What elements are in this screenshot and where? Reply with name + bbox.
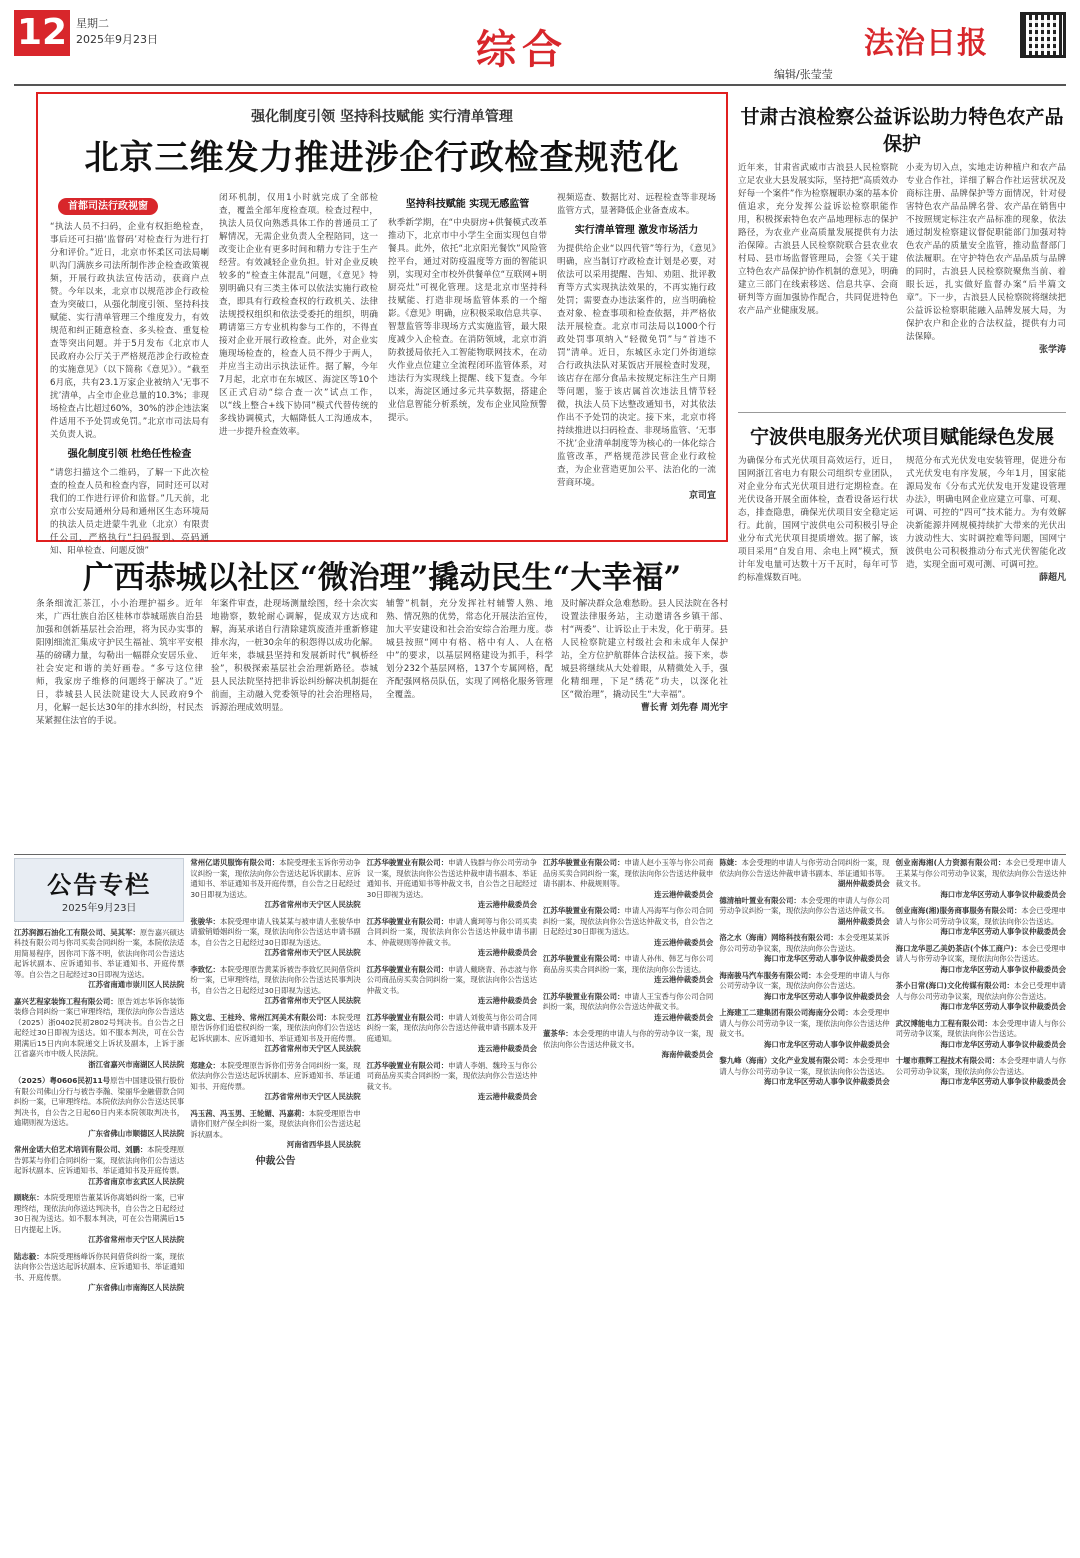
right-divider xyxy=(738,412,1066,413)
notice-item xyxy=(719,1008,889,1050)
ningbo-column: 为确保分布式光伏项目高效运行，近日，国网浙江省电力有限公司组织专业团队，对企业分布式光伏项目进行定期检查。在光伏设备开展全面体检，查看设备运行状态，排查隐患，确保光伏项目安全稳定运行。此前，国网宁波供电公司积极引导企业分布式光伏项目提质增效。据了解，该项目采用“自发自用、余电上网”模式，预计年发电量可达数十万千瓦时，每年可节约标准煤数百吨。 xyxy=(738,456,898,583)
notice-column xyxy=(14,858,184,1550)
notice-addressee: 顾晓东： xyxy=(14,1193,44,1202)
feature-headline[interactable]: 北京三维发力推进涉企行政检查规范化 xyxy=(84,138,680,178)
notice-text xyxy=(543,858,713,890)
notice-issuer: 海口市龙华区劳动人事争议仲裁委员会 xyxy=(763,1077,890,1086)
notice-text xyxy=(14,997,184,1060)
notice-issuer: 海口市龙华区劳动人事争议仲裁委员会 xyxy=(763,1039,890,1049)
notice-body: 本会受理申请人与你公司劳动争议案，现依法向你公告送达。 xyxy=(895,1056,1066,1076)
notice-item xyxy=(719,896,889,928)
guangxi-column: 条条细流汇茶江，小小治理护福乡。近年来，广西壮族自治区桂林市恭城瑶族自治县加强和创新基层社会治理，将为民办实事的阳刚细流汇集成守护民生福祉、筑牢平安根基的磅礴力量，勾勒出一幅群众安居乐业、社会安定和谐的美好画卷。“多亏这位律师，我家房子维修的问题终于解决了。”近日，恭城县人民法院建设大人民政府9个月，化解一起长达30年的排水纠纷，村民杰某紧握住法官的手说。 xyxy=(36,599,203,726)
notice-body: 本会已受理申请人与你公司劳动争议案，现依法向你公告送达。 xyxy=(895,906,1066,926)
ningbo-headline[interactable]: 宁波供电服务光伏项目赋能绿色发展 xyxy=(749,426,1054,448)
notice-body: 申请人孙伟、韩艺与你公司商品房买卖合同纠纷一案，现依法向你公告送达。 xyxy=(542,954,714,974)
notice-list xyxy=(896,858,1066,1088)
qr-code-icon[interactable] xyxy=(1020,12,1066,58)
notice-item xyxy=(14,1193,184,1246)
notice-body: 原告嘉兴硕达科技有限公司与你司买卖合同纠纷一案，本院依法适用简易程序，因你司下落不明，依法向你司公告送达起诉状副本、应诉通知书、举证通知书、开庭传票等。自公告之日起经过30日即视为送达。 xyxy=(14,927,185,979)
notice-text xyxy=(190,1109,360,1141)
notice-text xyxy=(367,858,537,900)
notice-list xyxy=(190,858,360,1151)
gulang-body xyxy=(738,162,1066,432)
feature-column xyxy=(50,192,209,556)
notice-issuer: 湖州仲裁委员会 xyxy=(837,879,890,888)
weekday: 星期二 xyxy=(76,17,109,30)
notice-body: 本院受理张玉诉你劳动争议纠纷一案，现依法向你公告送达起诉状副本、应诉通知书、举证通知书及开庭传票，自公告之日起经过30日即视为送达。 xyxy=(190,858,361,899)
notice-item xyxy=(190,1013,360,1055)
notice-section-label: 仲裁公告 xyxy=(255,1155,296,1167)
gulang-column: 近年来，甘肃省武威市古浪县人民检察院立足农业大县发展实际，坚持把“高质效办好每一个案件”作为检察履职办案的基本价值追求，充分发挥公益诉讼检察职能作用，积极探索特色农产品地理标志的保护路径，为农业产业高质量发展提供有力法治保障。古浪县人民检察院联合县农业农村局、县市场监督管理局，会签《关于建立特色农产品保护协作机制的意见》，明确建立三部门在线索移送、信息共享、会商研判等方面加强协作配合，共同促进特色农产品产业健康发展。 xyxy=(738,163,898,316)
feature-byline: 京司宣 xyxy=(688,491,716,501)
notice-text xyxy=(367,917,537,949)
notice-issuer: 湖州仲裁委员会 xyxy=(837,916,890,926)
feature-paragraph: “请您扫描这个二维码，了解一下此次检查的检查人员和检查内容，同时还可以对我们的工作进行评价和监督。”几天前，北京市公安局通州分局和通州区生态环境局的执法人员走进蒙牛乳业（北京）有限责任公司，严格执行“扫码报到、亮码通知、阳单检查、问题反馈” xyxy=(50,468,209,556)
notice-addressee: 冯玉茜、冯玉男、王轮媚、冯嘉莉： xyxy=(190,1108,309,1118)
notice-item xyxy=(543,954,713,986)
notice-issuer: 海口市龙华区劳动人事争议仲裁委员会 xyxy=(763,954,890,963)
notice-addressee: 海口龙华思乙美奶茶店(个体工商户)： xyxy=(895,943,1022,953)
feature-column xyxy=(388,192,547,534)
notice-body: 本会受理的申请人与你的劳动争议一案，现依法向你公告送达仲裁文书。 xyxy=(542,1029,714,1049)
notice-body: 本会受理申请人与你公司劳动争议一案，现依法向你公告送达。 xyxy=(719,1056,890,1076)
feature-column xyxy=(219,192,378,534)
notice-addressee: 江苏润源石油化工有限公司、吴其军： xyxy=(14,927,140,937)
notice-body: 申请人刘俊英与你公司合同纠纷一案，现依法向你公告送达仲裁申请书副本及开庭通知。 xyxy=(366,1012,537,1043)
feature-paragraph: 秋季新学期，在“中央厨房+供餐模式改革推动下，北京市中小学生全面实现包自带餐具。此外，依托“北京阳光餐饮”风险管控平台，通过对防疫温度等方面的智能识别，实现对全市校外供餐单位“互联网+明厨亮灶”可视化管理。这是北京市坚持科技赋能、打造非现场监管体系的一个缩影。《意见》明确，应积极采取信息共享、智慧监管等非现场方式实施监管，最大限度减少入企检查。在消防领域，北京市消防救援局依托入工智能物联网技术，在动火作业点位建立全流程闭环监管体系，对违法行为实现线上提醒、线下复查。今年以来，海淀区通过多元共享数据，搭建企业信息智能分析系统，发布企业风险预警提示。 xyxy=(388,218,547,423)
notice-list xyxy=(14,928,184,1294)
notice-addressee: 创业南海(湘)服务商事服务有限公司： xyxy=(895,906,1022,915)
ningbo-article xyxy=(738,416,1066,850)
feature-subhead: 强化制度引领 杜绝任性检查 xyxy=(67,449,192,460)
notice-column xyxy=(543,858,713,1550)
notice-text xyxy=(14,1193,184,1235)
notice-text xyxy=(190,1013,360,1045)
notice-body: 本会受理的申请人与你劳动合同纠纷一案，现依法向你公告送达仲裁申请书副本、举证通知书等。 xyxy=(719,858,890,878)
notice-item xyxy=(367,965,537,1007)
notice-body: 申请人钱群与你公司劳动争议一案，现依法向你公告送达仲裁申请书副本、举证通知书、开庭通知书等仲裁文书，自公告之日起经过30日即视为送达。 xyxy=(366,858,537,899)
notice-addressee: 郑建众： xyxy=(190,1060,220,1070)
notice-text xyxy=(719,1056,889,1077)
gulang-article xyxy=(738,96,1066,408)
notice-addressee: 江苏华骏置业有限公司： xyxy=(542,991,625,1001)
notice-item xyxy=(719,1056,889,1088)
notice-item xyxy=(896,981,1066,1013)
ningbo-body xyxy=(738,455,1066,845)
notice-item xyxy=(14,1145,184,1187)
notice-body: 本会已受理申请人与你公司劳动争议案，现依法向你公告送达。 xyxy=(895,981,1066,1001)
section-title: 综合 xyxy=(476,27,568,73)
notice-addressee: 江苏华骏置业有限公司： xyxy=(542,906,625,915)
notice-issuer: 江苏省常州市天宁区人民法院 xyxy=(264,1044,361,1053)
notice-item xyxy=(367,1013,537,1055)
notice-body: 本院受理杨峰诉你民间借贷纠纷一案，现依法向你公告送达起诉状副本、应诉通知书、举证通知书、开庭传票。 xyxy=(14,1251,185,1282)
notice-text xyxy=(896,1056,1066,1077)
feature-paragraph: 闭环机制，仅用1小时就完成了全部检查，覆盖全部年度检查项。检查过程中，执法人员仅向熟悉具体工作的普通员工了解情况，无需企业负责人全程陪同，这一改变让企业有更多时间和精力专注于生产经营。有效减轻企业负担。针对企业反映较多的“检查主体混乱”问题，《意见》特别明确只有三类主体可以依法实施行政检查，即具有行政检查权的行政机关、法律法规授权组织和依法受委托的组织，明确聘请第三方专业机构参与工作的，不得直接对企业开展行政检查。此外，对企业实施现场检查的，检查人员不得少于两人，并应当主动出示执法证件。据了解，今年7月起，北京市在东城区、海淀区等10个区正式启动“综合查一次”试点工作，以“线上整合+线下协同”模式代替传统的多线协调模式，大幅降低人工沟通成本，进一步提升检查效率。 xyxy=(219,193,378,437)
notice-addressee: （2025）粤0606民初11号 xyxy=(14,1076,111,1085)
notice-item xyxy=(543,1029,713,1061)
notice-text xyxy=(719,1008,889,1040)
notice-addressee: 德清柚叶置业有限公司： xyxy=(719,895,801,905)
feature-subtitle: 强化制度引领 坚持科技赋能 实行清单管理 xyxy=(251,109,513,125)
notice-issuer: 海口市龙华区劳动人事争议仲裁委员会 xyxy=(940,964,1066,974)
notice-body: 本院受理原告诉你们追偿权纠纷一案，现依法向你们公告送达起诉状副本、应诉通知书、举证通知书及开庭传票。 xyxy=(190,1012,361,1043)
notice-text xyxy=(190,965,360,997)
notice-issuer: 海口市龙华区劳动人事争议仲裁委员会 xyxy=(940,1002,1066,1011)
guangxi-column: 辅警”机制，充分发挥社村辅警人熟、地熟、情况熟的优势，常态化开展法治宣传，加大平安建设和社会治安综合治理力度。恭城县按照“网中有格、格中有人、人在格中”的要求，以基层网格建设为抓手，科学划分232个基层网格，137个专属网格，配齐配强网格员队伍，实现了网格化服务管理全覆盖。 xyxy=(386,599,553,700)
notice-body: 申请人冯海军与你公司合同纠纷一案，现依法向你公告送达仲裁文书，自公告之日起经过30日即视为送达。 xyxy=(542,906,714,936)
notice-body: 申请人戴晓青、孙志波与你公司商品房买卖合同纠纷一案，现依法向你公告送达仲裁文书。 xyxy=(366,964,537,995)
notice-addressee: 上海建工二建集团有限公司海南分公司： xyxy=(719,1008,853,1017)
notice-text xyxy=(367,1061,537,1093)
notice-body: 原告中国建设银行股份有限公司佛山分行与被告李瀚、梁丽华金融借款合同纠纷一案，已审理终结。本院依法向你公告送达民事判决书，自公告之日起60日内来本院领取判决书，逾期则视为送达。 xyxy=(14,1076,185,1127)
notice-text xyxy=(719,971,889,992)
notice-addressee: 陈文忠、王桂玲、常州江河美术有限公司： xyxy=(190,1012,332,1022)
guangxi-column xyxy=(561,598,728,850)
notice-addressee: 江苏华骏置业有限公司： xyxy=(542,954,625,963)
notice-text xyxy=(367,965,537,997)
editor-credit: 编辑/张莹莹 xyxy=(774,68,833,81)
page-number: 12 xyxy=(14,10,70,56)
notice-text xyxy=(190,1061,360,1093)
ningbo-byline: 薛超凡 xyxy=(1038,573,1066,583)
notice-issuer: 连云港仲裁委员会 xyxy=(654,1012,714,1022)
notice-addressee: 十堰市鼎辉工程技术有限公司： xyxy=(895,1056,1000,1065)
notice-item xyxy=(367,1061,537,1103)
notice-item xyxy=(543,906,713,948)
notice-issuer: 江苏省南通市崇川区人民法院 xyxy=(88,980,185,989)
notice-body: 本会受理的申请人与你公司劳动争议一案，现依法向你公告送达。 xyxy=(719,970,890,990)
notice-item xyxy=(190,965,360,1007)
notice-issuer: 连云港仲裁委员会 xyxy=(477,900,537,909)
notice-banner xyxy=(14,858,184,922)
notice-issuer: 海口市龙华区劳动人事争议仲裁委员会 xyxy=(940,889,1066,899)
notice-body: 本会已受理申请人王某某与你公司劳动争议案，现依法向你公告送达仲裁文书。 xyxy=(895,858,1066,888)
notice-body: 本会已受理申请人与你劳动争议案，现依法向你公告送达。 xyxy=(895,943,1066,963)
notice-issuer: 江苏省常州市天宁区人民法院 xyxy=(264,948,361,957)
notice-issuer: 广东省佛山市南海区人民法院 xyxy=(88,1283,185,1292)
gulang-byline: 张学涛 xyxy=(1038,345,1066,355)
notice-item xyxy=(367,858,537,911)
notice-body: 本院受理原告申请你们财产保全纠纷一案，现依法向你们公告送达起诉状副本。 xyxy=(190,1108,361,1139)
notice-body: 申请人冀珂等与你公司买卖合同纠纷一案，现依法向你公告送达仲裁申请书副本、仲裁规则等仲裁文书。 xyxy=(366,916,537,947)
notice-item xyxy=(190,858,360,911)
notice-issuer: 连云港仲裁委员会 xyxy=(477,996,537,1005)
notice-addressee: 陆志毅： xyxy=(14,1251,44,1261)
notice-issuer: 连云港仲裁委员会 xyxy=(477,948,537,957)
notice-column xyxy=(719,858,889,1550)
gulang-column xyxy=(906,162,1066,432)
notice-text xyxy=(719,858,889,879)
guangxi-paragraph: 及时解决群众急难愁盼。县人民法院在各村设置法律服务站，主动邀请各乡镇干部、村“两委”、让诉讼止于未发，化于萌芽。县人民检察院建立村级社会和未成年人保护站，全方位护航群体合法权益。接下来，恭城县将继续从大处着眼，从精微处入手，强化精细理，下足“绣花”功夫，以深化社区“微治理”，撬动民生“大幸福”。 xyxy=(561,599,728,700)
notice-text xyxy=(543,992,713,1013)
gulang-headline[interactable]: 甘肃古浪检察公益诉讼助力特色农产品保护 xyxy=(740,106,1064,155)
notice-issuer: 江苏省常州市天宁区人民法院 xyxy=(264,900,361,909)
notice-addressee: 洛之水（海南）网络科技有限公司： xyxy=(719,933,838,942)
notice-text xyxy=(896,1019,1066,1040)
notice-issuer: 连云港仲裁委员会 xyxy=(654,975,714,984)
notice-body: 本会受理某某诉你公司劳动争议案，现依法向你公告送达。 xyxy=(719,933,890,953)
notice-addressee: 李致忆： xyxy=(190,964,220,974)
notice-addressee: 张骏华： xyxy=(190,916,220,926)
notice-date: 2025年9月23日 xyxy=(61,903,137,914)
notice-item xyxy=(190,917,360,959)
notice-divider xyxy=(14,854,1066,855)
notice-text xyxy=(14,1145,184,1177)
guangxi-headline[interactable]: 广西恭城以社区“微治理”撬动民生“大幸福” xyxy=(82,560,682,596)
notice-body: 本院受理原告黄某诉被告李致忆民间借贷纠纷一案，已审理终结，现依法向你公告送达民事判决书，自公告之日起经过30日即视为送达。 xyxy=(190,964,361,995)
notice-item xyxy=(190,1061,360,1103)
ningbo-column xyxy=(906,455,1066,845)
issue-date: 2025年9月23日 xyxy=(76,33,158,46)
guangxi-column: 年案件审查，赴现场测量绘图，经十余次实地勘察，数轮耐心调解，促成双方达成和解，海某承诺自行清除建筑废渣并重新修建排水沟，一桩30余年的积怨得以成功化解。近年来，恭城县坚持和发展新时代“枫桥经验”，积极探索基层社会治理新路径。恭城县人民法院坚持把非诉讼纠纷解决机制挺在前面，主动融入党委领导的社会治理格局，诉源治理成效明显。 xyxy=(211,599,378,713)
notice-body: 本院受理申请人钱某某与被申请人张骏华申请撤销婚姻纠纷一案，现依法向你公告送达申请书副本，自公告之日起经过30日即视为送达。 xyxy=(190,916,361,947)
feature-subhead: 坚持科技赋能 实现无感监管 xyxy=(405,199,530,210)
notice-issuer: 海口市龙华区劳动人事争议仲裁委员会 xyxy=(940,1039,1066,1049)
page-header xyxy=(14,8,1066,90)
notice-addressee: 江苏华骏置业有限公司： xyxy=(542,858,625,867)
notice-issuer: 江苏省常州市天宁区人民法院 xyxy=(88,1235,185,1244)
notice-issuer: 连云港仲裁委员会 xyxy=(654,937,714,947)
notice-text xyxy=(14,1076,184,1129)
notice-text xyxy=(719,933,889,954)
notice-body: 申请人李娟、魏玲玉与你公司商品房买卖合同纠纷一案，现依法向你公告送达仲裁文书。 xyxy=(366,1060,537,1091)
notice-item xyxy=(543,858,713,900)
notice-item xyxy=(367,917,537,959)
notice-body: 原告刘志华诉你装饰装修合同纠纷一案已审理终结，现依法向你公告送达（2025）浙0402民初2802号判决书。自公告之日起经过30日即视为送达。如不服本判决，可在公告期满后15日内向本院递交上诉状及副本，上诉于浙江省嘉兴市中级人民法院。 xyxy=(14,996,185,1058)
notice-text xyxy=(543,906,713,938)
notice-item xyxy=(14,928,184,991)
feature-body xyxy=(50,192,716,556)
notice-section xyxy=(14,858,1066,1550)
notice-issuer: 浙江省嘉兴市南湖区人民法院 xyxy=(88,1059,185,1069)
notice-text xyxy=(14,1252,184,1284)
notice-issuer: 连云港仲裁委员会 xyxy=(477,1044,537,1053)
notice-list xyxy=(367,858,537,1103)
notice-issuer: 江苏省常州市天宁区人民法院 xyxy=(264,1092,361,1101)
notice-issuer: 江苏省南京市玄武区人民法院 xyxy=(88,1176,185,1186)
notice-title: 公告专栏 xyxy=(47,870,152,899)
page-date-block xyxy=(76,16,158,48)
notice-item xyxy=(14,1076,184,1139)
notice-addressee: 嘉兴艺程家装饰工程有限公司： xyxy=(14,996,118,1006)
notice-item xyxy=(14,997,184,1071)
guangxi-byline: 曹长青 刘先春 周光宇 xyxy=(640,703,728,713)
gulang-paragraph: 小麦为切入点，实地走访种植户和农产品专业合作社，详细了解合作社运营状况及商标注册、品牌保护等方面情况，针对侵害特色农产品品牌名誉、农产品在销售中不按照规定标注农产品标准的现象，依法通过制发检察建议督促职能部门加强对特色农产品的质量安全监管，推动监督部门依法履职。在守护特色农产品品质与品牌的同时，古浪县人民检察院聚焦当前、着眼长远，扎实做好监督办案“后半篇文章”。下一步，古浪县人民检察院将继续把公益诉讼检察职能融入品牌发展大局，为保护农户和企业的合法权益，提供有力司法保障。 xyxy=(906,163,1066,342)
feature-paragraph: “执法人员不扫码，企业有权拒绝检查，事后还可扫描‘监督码’对检查行为进行打分和评价。”近日，北京市怀柔区司法局喇叭沟门满族乡司法所制作涉企检查政策视频，开展行政执法宣传活动，获商户点赞。今年以来，北京市以规范涉企行政检查为突破口，从强化制度引领、坚持科技赋能、实行清单管理三个维度发力，有效规范和纠正随意检查、多头检查、重复检查等突出问题。并于5月发布《北京市人民政府办公厅关于严格规范涉企行政检查的实施意见》（以下简称《意见》）。“截至6月底，共有23.1万家企业被纳入‘无事不扰’清单，占全市企业总量的10.3%；非现场检查占比超过60%，30%的涉企违法案件适用不予处罚或免罚。”北京市司法局有关负责人说。 xyxy=(50,222,209,440)
featured-article xyxy=(36,92,728,556)
notice-text xyxy=(367,1013,537,1045)
notice-addressee: 常州金诺大伯艺术培训有限公司、刘鹏： xyxy=(14,1145,148,1154)
notice-issuer: 连云港仲裁委员会 xyxy=(654,889,714,899)
notice-body: 本会受理的申请人与你公司劳动争议纠纷一案，现依法向你公告送达仲裁文书。 xyxy=(719,895,890,915)
notice-addressee: 陈婕： xyxy=(719,858,742,867)
notice-addressee: 江苏华骏置业有限公司： xyxy=(366,858,449,867)
notice-item xyxy=(543,992,713,1024)
notice-addressee: 常州亿诺贝服饰有限公司： xyxy=(190,858,280,867)
notice-issuer: 广东省佛山市顺德区人民法院 xyxy=(88,1128,185,1138)
notice-text xyxy=(190,917,360,949)
notice-item xyxy=(896,944,1066,976)
notice-addressee: 江苏华骏置业有限公司： xyxy=(366,964,449,974)
notice-item xyxy=(14,1252,184,1294)
notice-text xyxy=(896,981,1066,1002)
notice-text xyxy=(896,858,1066,890)
notice-addressee: 董茶华： xyxy=(542,1029,573,1038)
notice-body: 申请人王宝香与你公司合同纠纷一案，现依法向你公告送达仲裁文书。 xyxy=(542,991,714,1011)
header-divider xyxy=(14,84,1066,86)
column-tag: 首都司法行政视窗 xyxy=(58,198,158,215)
notice-text xyxy=(896,906,1066,927)
feature-subhead: 实行清单管理 激发市场活力 xyxy=(574,225,699,236)
notice-body: 本院受理原告董某诉你离婚纠纷一案，已审理终结，现依法向你送达判决书，自公告之日起经过30日视为送达。如不服本判决，可在公告期满后15日内提起上诉。 xyxy=(14,1193,185,1234)
notice-addressee: 海南骏马汽车服务有限公司： xyxy=(719,970,816,980)
notice-text xyxy=(896,944,1066,965)
feature-paragraph: 为提供给企业“以四代管”等行为，《意见》明确，应当制订疗政检查计划是必要，对依法可以采用提醒、告知、劝阻、批评教育等方式实现执法效果的，不再实施行政处罚；需要查办违法案件的，应当明确检查对象、检查事项和检查依据，并严格依法开展检查。北京市司法局以1000个行政处罚事项纳入“轻微免罚”与“首违不罚”清单。近日，东城区永定门外街道综合行政执法队对某饭店开展检查时发现，该店存在部分食品未按规定标注生产日期等问题，鉴于该店属首次违法且情节轻微，执法人员下达整改通知书，对其依法作出不予处罚的决定。接下来，北京市将持续推进以扫码检查、非现场监管、‘无事不扰’企业清单制度等为核心的一体化综合监管改革，严格规范涉民营企业行政检查，为企业营造更加公平、法治化的一流营商环境。 xyxy=(557,244,716,488)
notice-addressee: 创业南海湘(人力资源有限公司： xyxy=(895,858,1006,867)
notice-body: 本院受理原告郭某与你们合同纠纷一案，现依法向你们公告送达起诉状副本、应诉通知书、举证通知书及开庭传票。 xyxy=(14,1145,185,1175)
notice-issuer: 江苏省常州市天宁区人民法院 xyxy=(264,996,361,1005)
notice-issuer: 连云港仲裁委员会 xyxy=(477,1092,537,1101)
notice-item xyxy=(896,858,1066,900)
notice-addressee: 武汉博能电力工程有限公司： xyxy=(895,1018,992,1028)
notice-issuer: 河南省西华县人民法院 xyxy=(286,1140,361,1149)
notice-text xyxy=(14,928,184,981)
notice-body: 本院受理原告诉你们劳务合同纠纷一案，现依法向你公告送达起诉状副本、应诉通知书、举证通知书、开庭传票。 xyxy=(190,1060,361,1091)
notice-issuer: 海口市龙华区劳动人事争议仲裁委员会 xyxy=(940,1077,1066,1086)
notice-item xyxy=(896,1019,1066,1051)
masthead-logo: 法治日报 xyxy=(864,26,988,61)
feature-column xyxy=(557,192,716,534)
notice-item xyxy=(719,971,889,1003)
notice-list xyxy=(719,858,889,1088)
notice-addressee: 江苏华骏置业有限公司： xyxy=(366,1060,449,1070)
notice-item xyxy=(190,1109,360,1151)
notice-item xyxy=(896,906,1066,938)
notice-issuer: 海口市龙华区劳动人事争议仲裁委员会 xyxy=(763,991,890,1001)
notice-issuer: 海南仲裁委员会 xyxy=(661,1050,714,1059)
notice-text xyxy=(190,858,360,900)
notice-item xyxy=(896,1056,1066,1088)
notice-body: 本会受理申请人与你公司劳动争议案，现依法向你公告送达。 xyxy=(895,1018,1066,1038)
notice-column xyxy=(190,858,360,1550)
notice-item xyxy=(719,858,889,890)
notice-item xyxy=(719,933,889,965)
notice-addressee: 茶小日常(海口)文化传媒有限公司： xyxy=(895,981,1014,990)
notice-column xyxy=(367,858,537,1550)
notice-issuer: 海口市龙华区劳动人事争议仲裁委员会 xyxy=(940,927,1066,936)
notice-addressee: 江苏华骏置业有限公司： xyxy=(366,916,449,926)
notice-addressee: 黎九峰（海南）文化产业发展有限公司： xyxy=(719,1056,853,1065)
notice-body: 申请人赵小玉等与你公司商品房买卖合同纠纷一案，现依法向你公告送达仲裁申请书副本、仲裁规则等。 xyxy=(542,858,714,888)
notice-body: 本会受理申请人与你公司劳动争议一案，现依法向你公告送达仲裁文书。 xyxy=(719,1008,890,1038)
feature-paragraph: 视频巡查、数据比对、远程检查等非现场监管方式，显著降低企业备查成本。 xyxy=(557,193,716,216)
notice-text xyxy=(719,896,889,917)
ningbo-paragraph: 规范分布式光伏发电安装管理，促进分布式光伏发电有序发展，今年1月，国家能源局发布《分布式光伏发电开发建设管理办法》，明确电网企业应建立可靠、可观、可调、可控的“四可”技术能力。为有效解决新能源并网规模持续扩大带来的光伏出力波动性大、实时调控难等问题，国网宁波供电公司积极推动分布式光伏智能化改造，实现全面可观可测、可调可控。 xyxy=(906,456,1066,570)
notice-addressee: 江苏华骏置业有限公司： xyxy=(366,1012,449,1022)
notice-text xyxy=(543,1029,713,1050)
notice-column xyxy=(896,858,1066,1550)
notice-list xyxy=(543,858,713,1061)
notice-text xyxy=(543,954,713,975)
guangxi-body xyxy=(36,598,728,850)
